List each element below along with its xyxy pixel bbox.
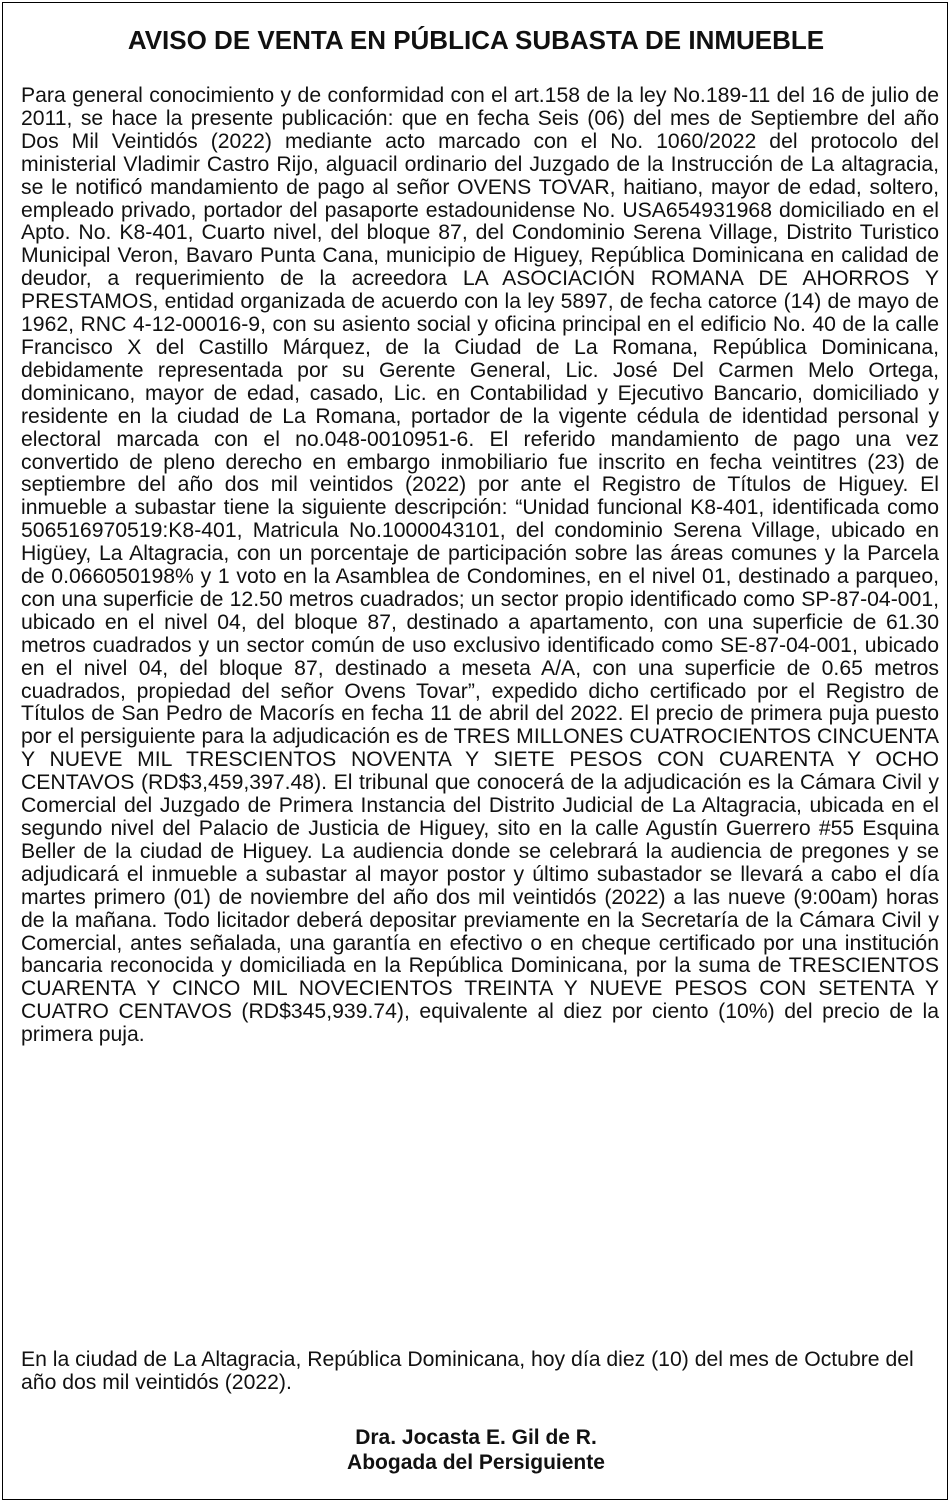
signature-block [3,1425,949,1475]
notice-title: AVISO DE VENTA EN PÚBLICA SUBASTA DE INMUEBLE [127,25,825,55]
signature-name: Dra. Jocasta E. Gil de R. [355,1426,597,1449]
notice-body: Para general conocimiento y de conformidad con el art.158 de la ley No.189-11 del 16 de julio de 2011, se hace la presente publicación: que en fecha Seis (06) del mes de Septiembre del año Dos Mil Veintidós (2022) mediante acto marcado con el No. 1060/2022 del protocolo del ministerial Vladimir Castro Rijo, alguacil ordinario del Juzgado de la Instrucción de La altagracia, se le notificó mandamiento de pago al señor OVENS TOVAR, haitiano, mayor de edad, soltero, empleado privado, portador del pasaporte estadounidense No. USA654931968 domiciliado en el Apto. No. K8-401, Cuarto nivel, del bloque 87, del Condominio Serena Village, Distrito Turistico Municipal Veron, Bavaro Punta Cana, municipio de Higuey, República Dominicana en calidad de deudor, a requerimiento de la acreedora LA ASOCIACIÓN ROMANA DE AHORROS Y PRESTAMOS, entidad organizada de acuerdo con la ley 5897, de fecha catorce (14) de mayo de 1962, RNC 4-12-00016-9, con su asiento social y oficina principal en el edificio No. 40 de la calle Francisco X del Castillo Márquez, de la Ciudad de La Romana, República Dominicana, debidamente representada por su Gerente General, Lic. José Del Carmen Melo Ortega, dominicano, mayor de edad, casado, Lic. en Contabilidad y Ejecutivo Bancario, domiciliado y residente en la ciudad de La Romana, portador de la vigente cédula de identidad personal y electoral marcada con el no.048-0010951-6. El referido mandamiento de pago una vez convertido de pleno derecho en embargo inmobiliario fue inscrito en fecha veintitres (23) de septiembre del año dos mil veintidos (2022) por ante el Registro de Títulos de Higuey. El inmueble a subastar tiene la siguiente descripción: “Unidad funcional K8-401, identificada como 506516970519:K8-401, Matricula No.1000043101, del condominio Serena Village, ubicado en Higüey, La Altagracia, con un porcentaje de participación sobre las áreas comunes y la Parcela de 0.066050198% y 1 voto en la Asamblea de Condomines, en el nivel 01, destinado a parqueo, con una superficie de 12.50 metros cuadrados; un sector propio identificado como SP-87-04-001, ubicado en el nivel 04, del bloque 87, destinado a apartamento, con una superficie de 61.30 metros cuadrados y un sector común de uso exclusivo identificado como SE-87-04-001, ubicado en el nivel 04, del bloque 87, destinado a meseta A/A, con una superficie de 0.65 metros cuadrados, propiedad del señor Ovens Tovar”, expedido dicho certificado por el Registro de Títulos de San Pedro de Macorís en fecha 11 de abril del 2022. El precio de primera puja puesto por el persiguiente para la adjudicación es de TRES MILLONES CUATROCIENTOS CINCUENTA Y NUEVE MIL TRESCIENTOS NOVENTA Y SIETE PESOS CON CUARENTA Y OCHO CENTAVOS (RD$3,459,397.48). El tribunal que conocerá de la adjudicación es la Cámara Civil y Comercial del Juzgado de Primera Instancia del Distrito Judicial de La Altagracia, ubicada en el segundo nivel del Palacio de Justicia de Higuey, sito en la calle Agustín Guerrero #55 Esquina Beller de la ciudad de Higuey. La audiencia donde se celebrará la audiencia de pregones y se adjudicará el inmueble a subastar al mayor postor y último subastador se llevará a cabo el día martes primero (01) de noviembre del año dos mil veintidós (2022) a las nueve (9:00am) horas de la mañana. Todo licitador deberá depositar previamente en la Secretaría de la Cámara Civil y Comercial, antes señalada, una garantía en efectivo o en cheque certificado por una institución bancaria reconocida y domiciliada en la República Dominicana, por la suma de TRESCIENTOS CUARENTA Y CINCO MIL NOVECIENTOS TREINTA Y NUEVE PESOS CON SETENTA Y CUATRO CENTAVOS (RD$345,939.74), equivalente al diez por ciento (10%) del precio de la primera puja. [21,84,939,1047]
notice-closing: En la ciudad de La Altagracia, República Dominicana, hoy día diez (10) del mes de Octubre del año dos mil veintidós (2022). [21,1348,914,1394]
legal-notice [2,2,948,1500]
signature-role: Abogada del Persiguiente [347,1451,605,1474]
